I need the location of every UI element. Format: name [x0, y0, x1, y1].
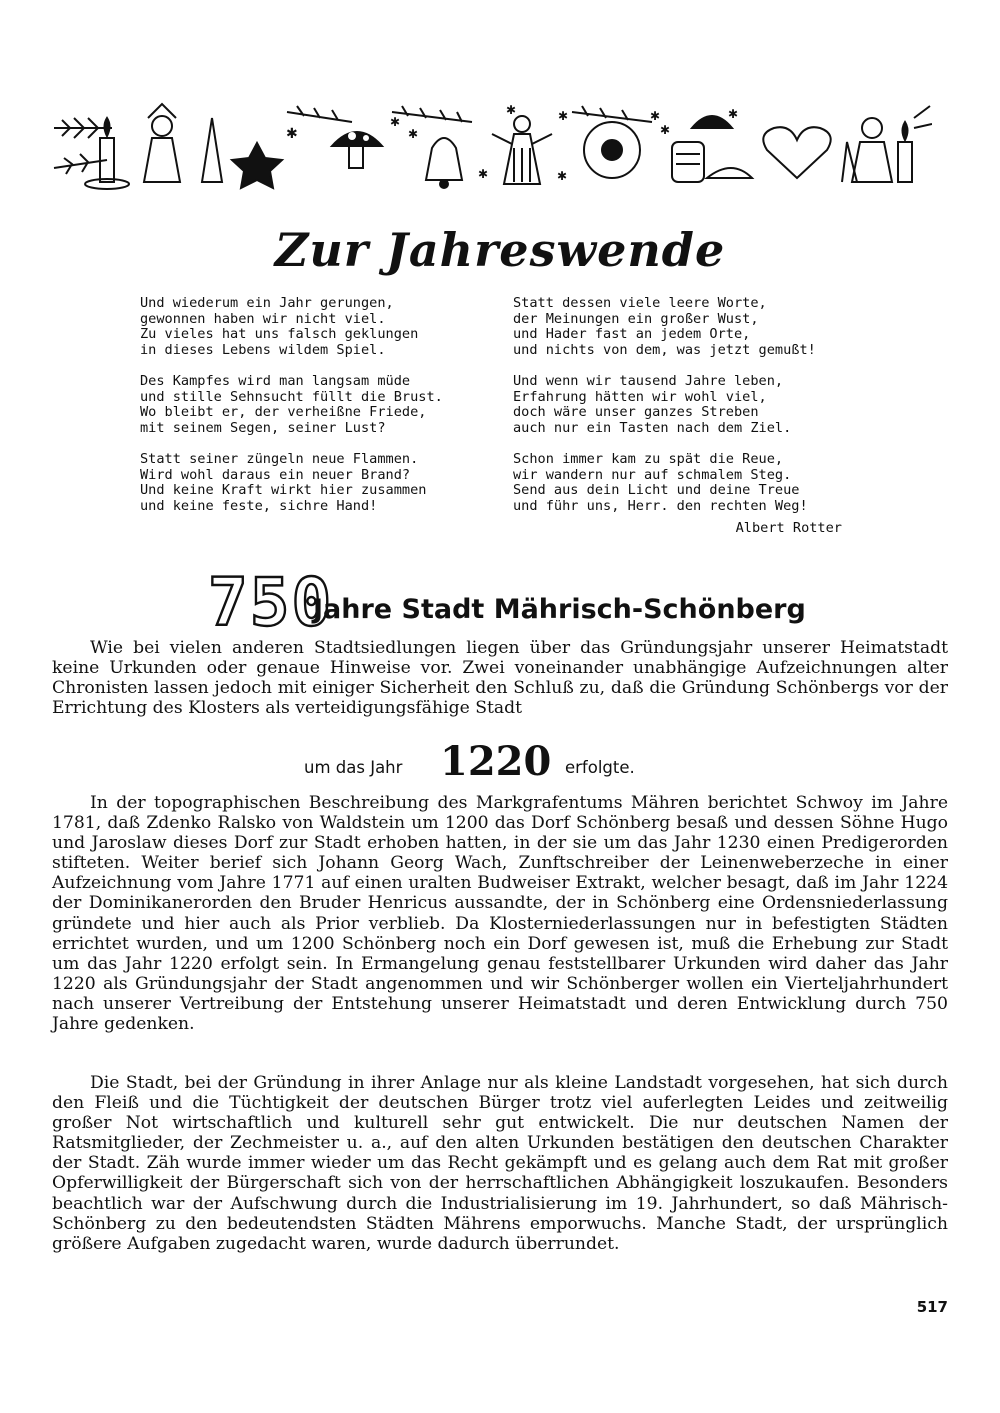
poem-line: Und wenn wir tausend Jahre leben,	[513, 373, 784, 389]
christmas-ornament-banner	[52, 98, 932, 192]
article-paragraph: In der topographischen Beschreibung des Markgrafentums Mähren berichtet Schwoy im Jahre 1781, daß Zdenko Ralsko von Waldstein um 1200 das Dorf Schönberg besaß und dessen Söhne Hugo und Jaroslaw dieses Dorf zur Stadt erhoben hatten, in der sie um das Jahr 1230 einen Predigerorden stifteten. Weiter berief sich Johann Georg Wach, Zunftschreiber der Leinenweberzeche in einer Aufzeichnung vom Jahre 1771 auf einen uralten Budweiser Extrakt, welcher besagt, daß im Jahr 1224 der Dominikanerorden den Bruder Henricus aussandte, der in Schönberg eine Ordensniederlassung gründete und hier auch als Prior verblieb. Da Klosterniederlassungen nur in befestigten Städten errichtet wurden, und um 1200 Schönberg noch ein Dorf gewesen ist, muß die Erhebung zur Stadt um das Jahr 1220 erfolgt sein. In Ermangelung genau feststellbarer Urkunden wird daher das Jahr 1220 als Gründungsjahr der Stadt angenommen und wir Schönberger wollen ein Vierteljahrhundert nach unserer Vertreibung der Entstehung unserer Heimatstadt und deren Entwicklung durch 750 Jahre gedenken.	[52, 793, 948, 1035]
poem-line: der Meinungen ein großer Wust,	[513, 310, 759, 327]
svg-text:✱: ✱	[506, 103, 517, 117]
fir-branch-icon	[54, 118, 112, 174]
poem-stanza	[140, 452, 480, 514]
poem-line: wir wandern nur auf schmalem Steg.	[513, 466, 792, 483]
poem-title: Zur Jahreswende	[274, 223, 726, 277]
poem-line: Des Kampfes wird man langsam müde	[140, 373, 411, 389]
poem-line: Statt seiner züngeln neue Flammen.	[140, 451, 419, 467]
poem-line: Und keine Kraft wirkt hier zusammen	[140, 482, 427, 498]
poem-line: und keine feste, sichre Hand!	[140, 497, 378, 514]
founding-year-line	[0, 738, 1000, 785]
poem-line: Wo bleibt er, der verheißne Friede,	[140, 404, 427, 420]
year-suffix: erfolgte.	[565, 758, 635, 777]
poem-line: und stille Sehnsucht füllt die Brust.	[140, 388, 443, 405]
article-paragraph: Wie bei vielen anderen Stadtsiedlungen liegen über das Gründungsjahr unserer Heimatstadt keine Urkunden oder genaue Hinweise vor. Zwei voneinander unabhängige Aufzeichnungen alter Chronisten lassen jedoch mit einiger Sicherheit den Schluß zu, daß die Gründung Schönbergs vor der Errichtung des Klosters als verteidigungsfähige Stadt	[52, 638, 948, 719]
bell-icon	[426, 138, 462, 188]
poem-line: Wird wohl daraus ein neuer Brand?	[140, 466, 411, 483]
headline-number: 750	[208, 564, 334, 641]
poem-stanza	[513, 452, 853, 514]
poem-line: und führ uns, Herr. den rechten Weg!	[513, 497, 808, 514]
poem-line: Und wiederum ein Jahr gerungen,	[140, 295, 394, 311]
poem-line: Statt dessen viele leere Worte,	[513, 295, 767, 311]
star-icon	[232, 143, 282, 188]
svg-text:✱: ✱	[408, 127, 419, 141]
founding-year: 1220	[440, 738, 552, 785]
poem-stanza	[513, 374, 853, 436]
poem-stanza	[513, 296, 853, 358]
poem-line: Schon immer kam zu spät die Reue,	[513, 451, 784, 467]
svg-text:✱: ✱	[558, 109, 569, 123]
mushroom-icon	[692, 116, 752, 178]
ornament-ball-icon	[572, 106, 652, 178]
candle-icon	[898, 106, 932, 182]
year-prefix: um das Jahr	[304, 758, 403, 777]
svg-text:✱: ✱	[286, 126, 298, 142]
article-headline	[0, 564, 1000, 641]
mushroom-icon	[332, 132, 382, 168]
poem-right-column	[513, 296, 853, 530]
poem-line: Zu vieles hat uns falsch geklungen	[140, 326, 419, 342]
poem-line: und Hader fast an jedem Orte,	[513, 326, 751, 342]
poem-stanza	[140, 374, 480, 436]
svg-text:✱: ✱	[478, 167, 489, 181]
svg-text:✱: ✱	[728, 107, 739, 121]
svg-text:✱: ✱	[650, 109, 661, 123]
svg-text:✱: ✱	[390, 115, 401, 129]
figure-icon	[842, 118, 892, 182]
poem-line: auch nur ein Tasten nach dem Ziel.	[513, 419, 792, 436]
svg-text:✱: ✱	[557, 169, 568, 183]
poem-line: mit seinem Segen, seiner Lust?	[140, 419, 386, 436]
poem-line: und nichts von dem, was jetzt gemußt!	[513, 341, 816, 358]
jar-icon	[672, 142, 704, 182]
poem-stanza	[140, 296, 480, 358]
poem-line: in dieses Lebens wildem Spiel.	[140, 341, 386, 358]
poem-left-column	[140, 296, 480, 530]
page-number: 517	[916, 1298, 948, 1316]
svg-text:✱: ✱	[660, 123, 671, 137]
figure-icon	[144, 104, 180, 182]
poem-line: Erfahrung hätten wir wohl viel,	[513, 388, 767, 405]
headline-text: Jahre Stadt Mährisch-Schönberg	[313, 594, 806, 625]
article-paragraph: Die Stadt, bei der Gründung in ihrer Anlage nur als kleine Landstadt vorgesehen, hat sich durch den Fleiß und die Tüchtigkeit der deutschen Bürger trotz viel auferlegten Leides und zeitweilig großer Not wirtschaftlich und kulturell sehr gut entwickelt. Die nur deutschen Namen der Ratsmitglieder, der Zechmeister u. a., auf den alten Urkunden bestätigen den deutschen Charakter der Stadt. Zäh wurde immer wieder um das Recht gekämpft und es gelang auch dem Rat mit großer Opferwilligkeit der Bürgerschaft sich von der herrschaftlichen Abhängigkeit loszukaufen. Besonders beachtlich war der Aufschwung durch die Industrialisierung im 19. Jahrhundert, so daß Mährisch-Schönberg zu den bedeutendsten Städten Mährens emporwuchs. Manche Stadt, der ursprünglich größere Aufgaben zugedacht waren, wurde dadurch überrundet.	[52, 1073, 948, 1254]
heart-icon	[763, 127, 830, 178]
poem-line: Send aus dein Licht und deine Treue	[513, 482, 800, 498]
tree-icon	[202, 118, 222, 182]
poem-line: doch wäre unser ganzes Streben	[513, 404, 759, 420]
angel-icon	[492, 116, 552, 184]
poem-author: Albert Rotter	[735, 520, 842, 536]
poem-line: gewonnen haben wir nicht viel.	[140, 310, 386, 327]
